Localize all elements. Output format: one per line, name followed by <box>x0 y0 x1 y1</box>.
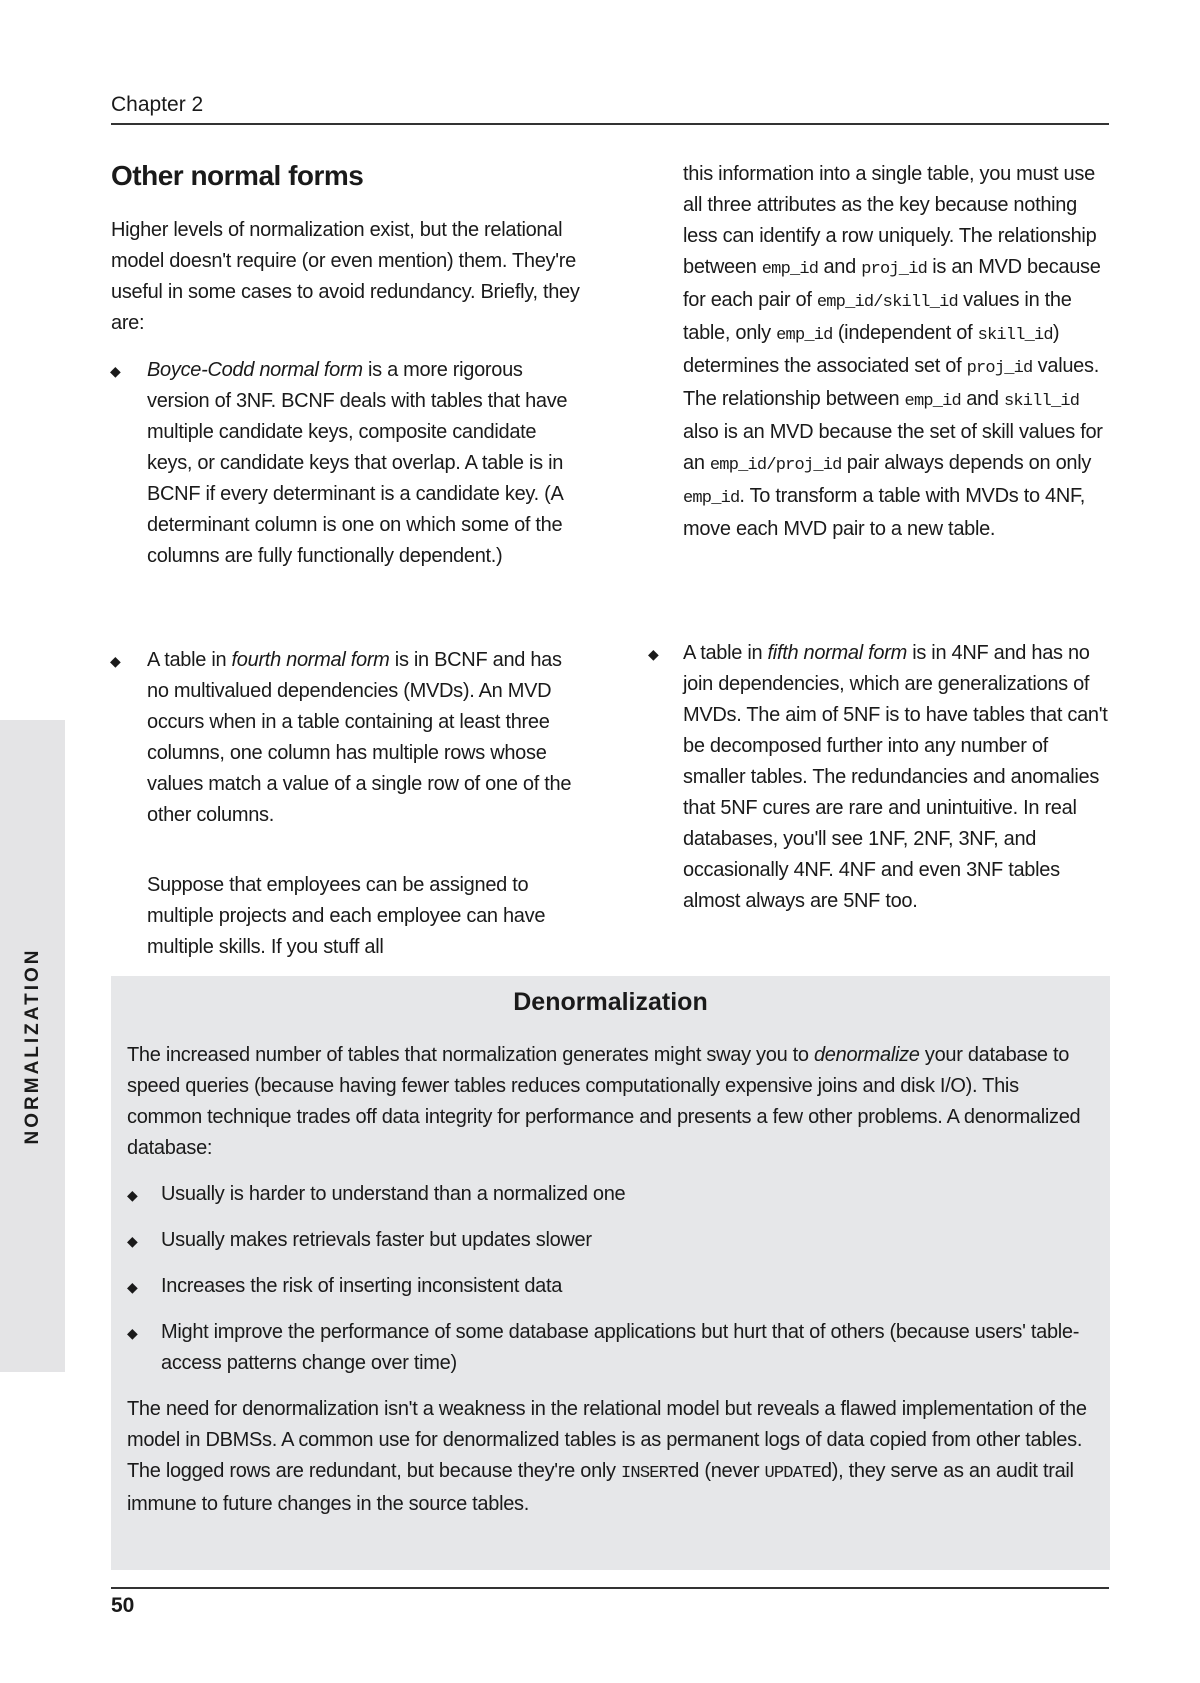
header-rule <box>111 123 1109 125</box>
text-segment: and <box>818 256 862 278</box>
code-term: emp_id <box>761 260 819 279</box>
code-term: INSERT <box>621 1464 678 1483</box>
text-segment: ed (never <box>677 1460 765 1482</box>
text-segment: (independent of <box>832 322 978 344</box>
code-term: skill_id <box>1003 392 1080 411</box>
sidebar-title: Denormalization <box>513 988 708 1016</box>
bullet-icon: ◆ <box>127 1325 138 1341</box>
chapter-header: Chapter 2 <box>111 93 204 116</box>
text-segment: Usually is harder to understand than a normalized one <box>161 1183 626 1205</box>
text-segment: is an MVD because for each pair of <box>683 256 1101 311</box>
text-segment: this information into a single table, you must use all three attributes as the key because nothing less can identify a row uniquely. The relationship between <box>683 163 1097 278</box>
text-segment: and <box>960 388 1004 410</box>
text-segment: your database to speed queries (because having fewer tables reduces computationally expensive joins and disk I/O). This common technique trades off data integrity for performance and presents a few other problems. A denormalized database: <box>127 1044 1081 1159</box>
text-segment: Might improve the performance of some database applications but hurt that of others (because users' table-access patterns change over time) <box>161 1321 1080 1374</box>
sidebar-bullet <box>161 1317 1101 1379</box>
text-segment: values in the table, only <box>683 289 1072 344</box>
emphasis-text: denormalize <box>813 1044 920 1066</box>
code-term: skill_id <box>977 326 1053 345</box>
bullet-icon: ◆ <box>127 1187 138 1203</box>
continued-paragraph <box>683 159 1113 545</box>
footer-rule <box>111 1587 1109 1589</box>
text-segment: The increased number of tables that normalization generates might sway you to <box>127 1044 814 1066</box>
text-segment: ) determines the associated set of <box>683 322 1060 377</box>
code-term: proj_id <box>966 359 1033 378</box>
bullet-icon: ◆ <box>110 363 121 379</box>
text-segment: . To transform a table with MVDs to 4NF, move each MVD pair to a new table. <box>683 485 1085 540</box>
intro-paragraph <box>111 215 581 339</box>
sidebar-bullet <box>161 1225 1101 1256</box>
text-segment: is in 4NF and has no join dependencies, which are generalizations of MVDs. The aim of 5NF is to have tables that can't be decomposed further into any number of smaller tables. The redundancies and anomalies that 5NF cures are rare and unintuitive. In real databases, you'll see 1NF, 2NF, 3NF, and occasionally 4NF. 4NF and even 3NF tables almost always are 5NF too. <box>683 642 1108 912</box>
code-term: UPDATE <box>764 1464 821 1483</box>
bullet-icon: ◆ <box>110 653 121 669</box>
bullet-icon: ◆ <box>127 1233 138 1249</box>
sidebar-bullet <box>161 1179 1101 1210</box>
bullet-icon: ◆ <box>648 646 659 662</box>
text-segment: is a more rigorous version of 3NF. BCNF deals with tables that have multiple candidate keys, composite candidate keys, or candidate keys that overlap. A table is in BCNF if every determinant is a candidate key. (A determinant column is one on which some of the columns are fully functionally dependent.) <box>147 359 568 567</box>
emphasis-text: fifth normal form <box>767 642 907 664</box>
text-segment: The need for denormalization isn't a weakness in the relational model but reveals a flawed implementation of the model in DBMSs. A common use for denormalized tables is as permanent logs of data copied from other tables. The logged rows are redundant, but because they're only <box>127 1398 1087 1482</box>
code-term: emp_id/proj_id <box>709 456 842 475</box>
bullet-5nf <box>683 638 1113 917</box>
code-term: emp_id <box>683 489 740 508</box>
text-segment: pair always depends on only <box>841 452 1092 474</box>
emphasis-text: Boyce-Codd normal form <box>147 359 363 381</box>
code-term: emp_id/skill_id <box>816 293 958 312</box>
text-segment: d), they serve as an audit trail immune to future changes in the source tables. <box>127 1460 1074 1515</box>
bullet-4nf <box>147 645 585 831</box>
text-segment: also is an MVD because the set of skill values for an <box>683 421 1103 474</box>
sidebar-intro <box>127 1040 1097 1164</box>
text-segment: values. The relationship between <box>683 355 1099 410</box>
text-segment: A table in <box>683 642 768 664</box>
page-number: 50 <box>111 1594 135 1617</box>
sidebar-outro <box>127 1394 1097 1520</box>
sidebar-bullet <box>161 1271 1101 1302</box>
text-segment: Suppose that employees can be assigned to multiple projects and each employee can have multiple skills. If you stuff all <box>147 874 546 958</box>
section-title: Other normal forms <box>111 160 364 191</box>
bullet-icon: ◆ <box>127 1279 138 1295</box>
code-term: emp_id <box>904 392 961 411</box>
emphasis-text: fourth normal form <box>231 649 390 671</box>
suppose-paragraph <box>147 870 585 963</box>
code-term: emp_id <box>776 326 833 345</box>
bullet-bcnf <box>147 355 585 572</box>
text-segment: Usually makes retrievals faster but updates slower <box>161 1229 592 1251</box>
text-segment: Increases the risk of inserting inconsistent data <box>161 1275 563 1297</box>
text-segment: A table in <box>147 649 232 671</box>
text-segment: Higher levels of normalization exist, but the relational model doesn't require (or even mention) them. They're useful in some cases to avoid redundancy. Briefly, they are: <box>111 219 580 334</box>
text-segment: is in BCNF and has no multivalued dependencies (MVDs). An MVD occurs when in a table containing at least three columns, one column has multiple rows whose values match a value of a single row of one of the other columns. <box>147 649 572 826</box>
code-term: proj_id <box>861 260 927 279</box>
side-tab-label: NORMALIZATION <box>22 947 43 1145</box>
